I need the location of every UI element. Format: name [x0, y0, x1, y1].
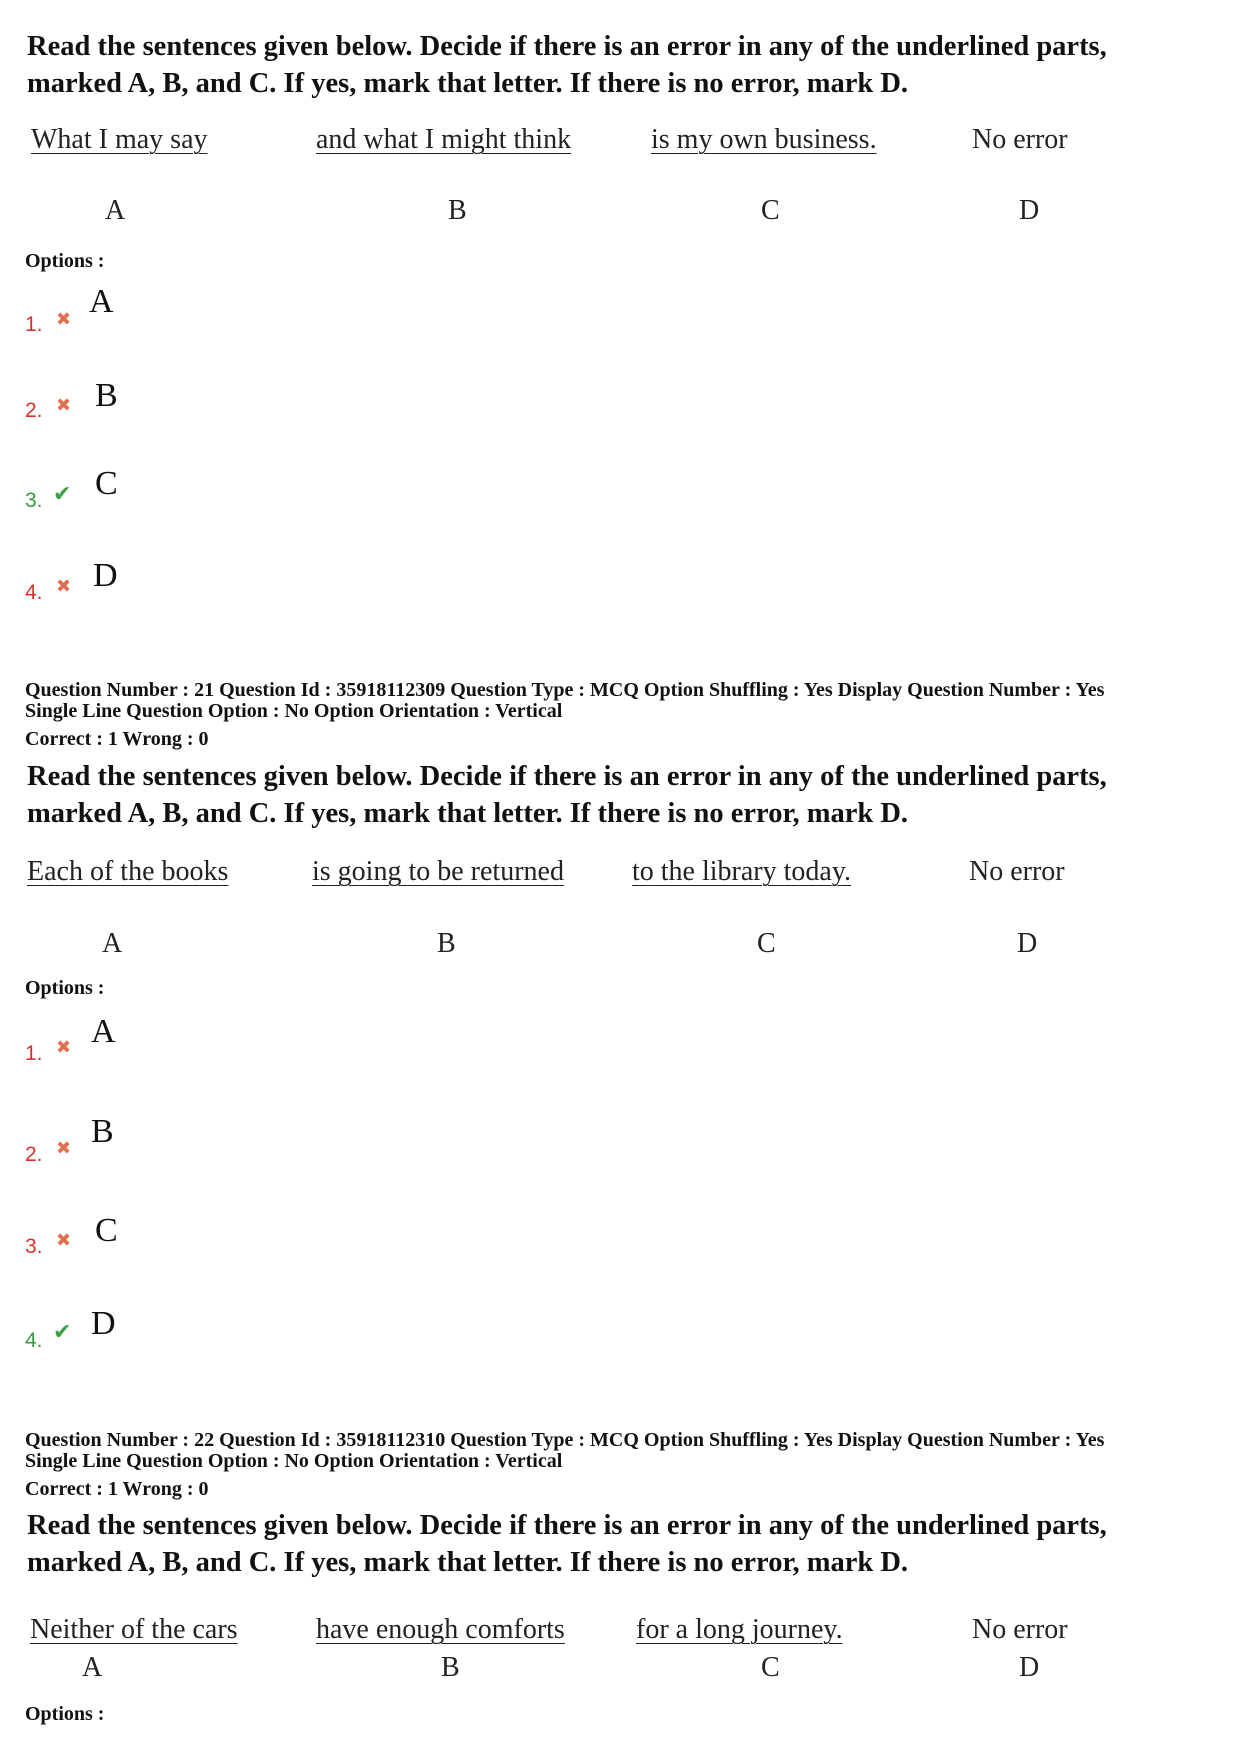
- sentence-segment-no-error: No error: [969, 856, 1065, 887]
- option-number: 2.: [25, 399, 43, 422]
- score-line: Correct : 1 Wrong : 0: [25, 1478, 209, 1500]
- segment-letter-b: B: [441, 1652, 460, 1683]
- instruction-line-2: marked A, B, and C. If yes, mark that letter. If there is no error, mark D.: [27, 1547, 909, 1578]
- segment-letter-d: D: [1017, 928, 1038, 959]
- question-meta-line-1: Question Number : 22 Question Id : 35918112310 Question Type : MCQ Option Shuffling : Yes Display Question Number : Yes: [25, 1429, 1105, 1451]
- options-label: Options :: [25, 250, 105, 272]
- option-number: 1.: [25, 1042, 43, 1065]
- checkmark-icon: ✔: [53, 1320, 72, 1345]
- option-value[interactable]: A: [89, 283, 114, 320]
- question-meta-line-2: Single Line Question Option : No Option Orientation : Vertical: [25, 700, 563, 722]
- options-label: Options :: [25, 977, 105, 999]
- option-value[interactable]: A: [91, 1013, 116, 1050]
- sentence-segment-b: is going to be returned: [312, 856, 564, 887]
- cross-icon: ✖: [56, 395, 72, 416]
- sentence-segment-c: is my own business.: [651, 124, 877, 155]
- sentence-segment-no-error: No error: [972, 124, 1068, 155]
- segment-letter-d: D: [1019, 195, 1040, 226]
- option-value[interactable]: C: [95, 465, 118, 502]
- sentence-segment-a: What I may say: [31, 124, 208, 155]
- option-value[interactable]: D: [93, 557, 118, 594]
- sentence-segment-b: have enough comforts: [316, 1614, 565, 1645]
- instruction-line-1: Read the sentences given below. Decide if there is an error in any of the underlined parts,: [27, 1510, 1107, 1541]
- option-number: 1.: [25, 313, 43, 336]
- option-number: 3.: [25, 489, 43, 512]
- option-value[interactable]: B: [91, 1113, 114, 1150]
- checkmark-icon: ✔: [53, 482, 72, 507]
- cross-icon: ✖: [56, 576, 72, 597]
- cross-icon: ✖: [56, 1230, 72, 1251]
- option-number: 4.: [25, 581, 43, 604]
- segment-letter-a: A: [102, 928, 123, 959]
- instruction-line-2: marked A, B, and C. If yes, mark that letter. If there is no error, mark D.: [27, 798, 909, 829]
- segment-letter-c: C: [761, 1652, 780, 1683]
- segment-letter-a: A: [82, 1652, 103, 1683]
- option-value[interactable]: C: [95, 1212, 118, 1249]
- segment-letter-d: D: [1019, 1652, 1040, 1683]
- cross-icon: ✖: [56, 1138, 72, 1159]
- sentence-segment-a: Neither of the cars: [30, 1614, 238, 1645]
- score-line: Correct : 1 Wrong : 0: [25, 728, 209, 750]
- segment-letter-c: C: [757, 928, 776, 959]
- option-number: 4.: [25, 1329, 43, 1352]
- cross-icon: ✖: [56, 309, 72, 330]
- segment-letter-c: C: [761, 195, 780, 226]
- sentence-segment-no-error: No error: [972, 1614, 1068, 1645]
- segment-letter-b: B: [437, 928, 456, 959]
- option-number: 3.: [25, 1235, 43, 1258]
- instruction-line-2: marked A, B, and C. If yes, mark that letter. If there is no error, mark D.: [27, 68, 909, 99]
- question-meta-line-2: Single Line Question Option : No Option Orientation : Vertical: [25, 1450, 563, 1472]
- sentence-segment-c: for a long journey.: [636, 1614, 843, 1645]
- instruction-line-1: Read the sentences given below. Decide if there is an error in any of the underlined parts,: [27, 761, 1107, 792]
- question-meta-line-1: Question Number : 21 Question Id : 35918112309 Question Type : MCQ Option Shuffling : Yes Display Question Number : Yes: [25, 679, 1105, 701]
- cross-icon: ✖: [56, 1037, 72, 1058]
- options-label: Options :: [25, 1703, 105, 1725]
- sentence-segment-b: and what I might think: [316, 124, 572, 155]
- segment-letter-a: A: [105, 195, 126, 226]
- sentence-segment-c: to the library today.: [632, 856, 852, 887]
- option-number: 2.: [25, 1143, 43, 1166]
- instruction-line-1: Read the sentences given below. Decide if there is an error in any of the underlined parts,: [27, 31, 1107, 62]
- sentence-segment-a: Each of the books: [27, 856, 229, 887]
- option-value[interactable]: B: [95, 377, 118, 414]
- segment-letter-b: B: [448, 195, 467, 226]
- option-value[interactable]: D: [91, 1305, 116, 1342]
